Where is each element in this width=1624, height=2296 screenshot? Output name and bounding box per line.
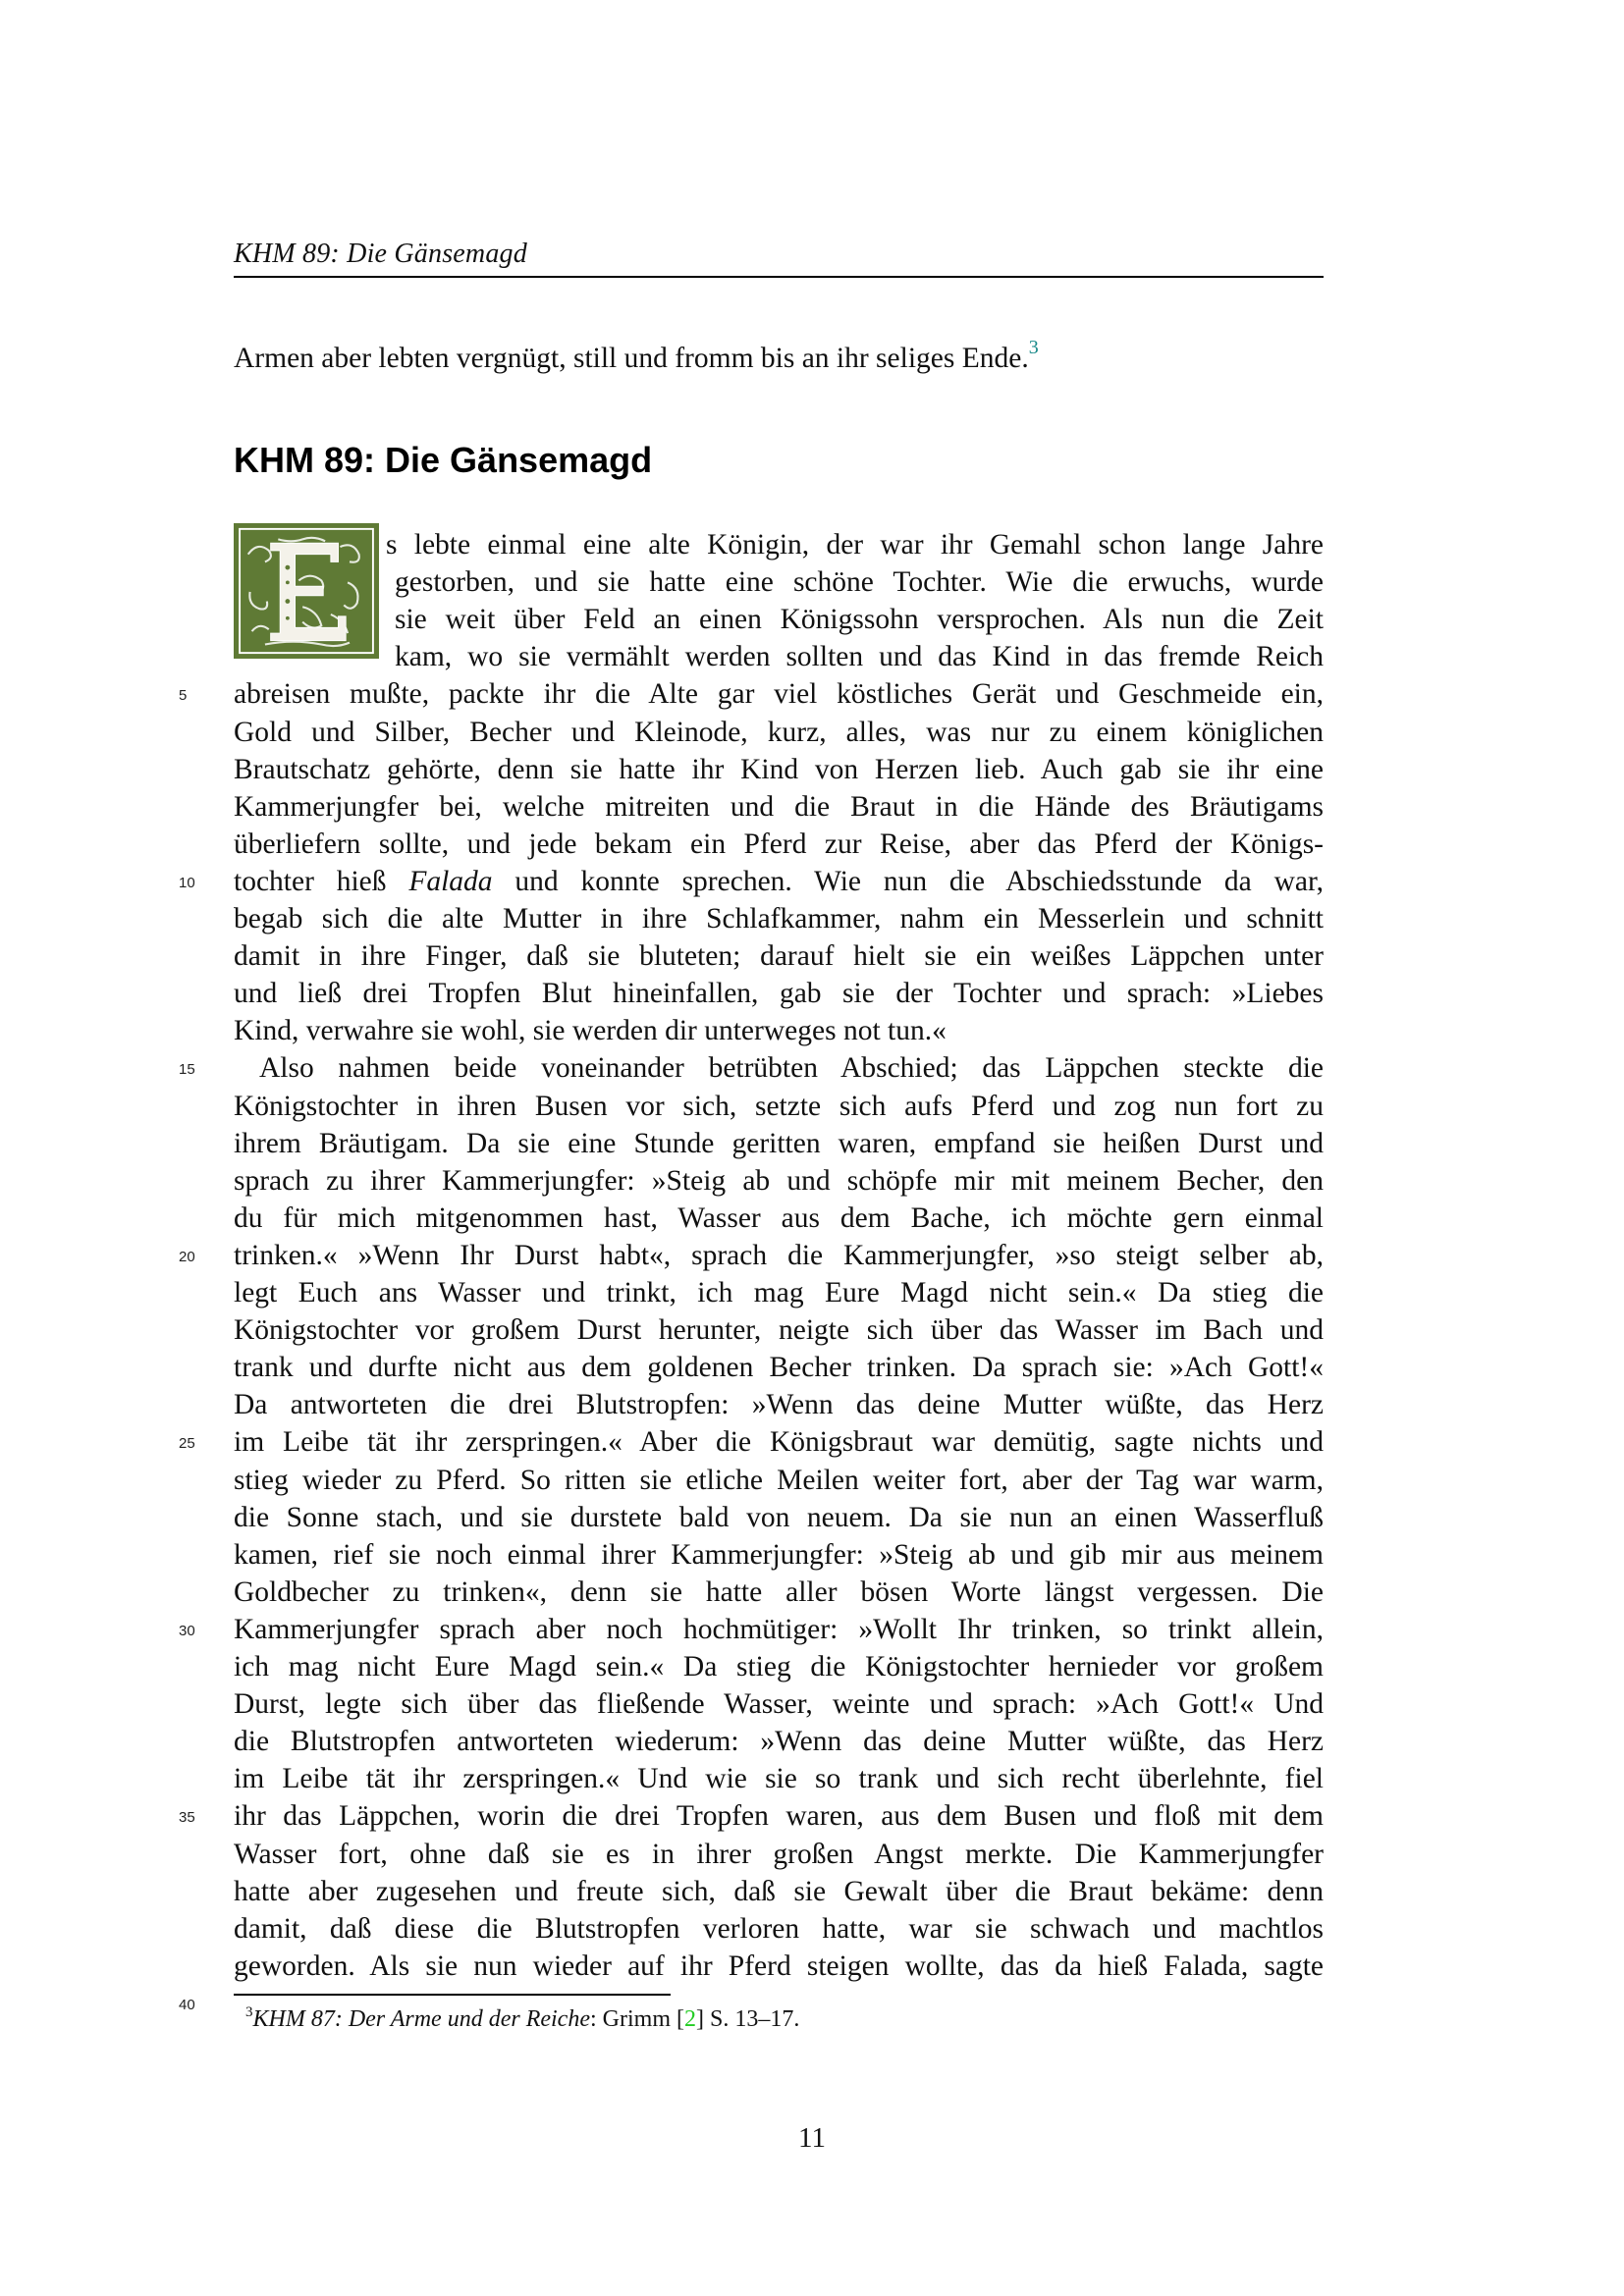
text-line: kam, wo sie vermählt werden sollten und das Kind in das fremde Reich — [395, 641, 1324, 673]
text-line: sprach zu ihrer Kammerjungfer: »Steig ab und schöpfe mir mit meinem Becher, den — [234, 1164, 1324, 1197]
footnote-source-suffix: ] S. 13–17. — [695, 2006, 800, 2032]
text-line: Gold und Silber, Becher und Kleinode, kurz, alles, was nur zu einem königlichen — [234, 716, 1324, 748]
text-line: Kind, verwahre sie wohl, sie werden dir unterweges not tun.« — [234, 1015, 947, 1047]
text-line: damit in ihre Finger, daß sie bluteten; darauf hielt sie ein weißes Läppchen unter — [234, 940, 1324, 973]
text-line: Königstochter in ihren Busen vor sich, setzte sich aufs Pferd und zog nun fort zu — [234, 1090, 1324, 1122]
text-line: im Leibe tät ihr zerspringen.« Und wie sie so trank und sich recht überlehnte, fiel — [234, 1763, 1324, 1795]
text-line: geworden. Als sie nun wieder auf ihr Pferd steigen wollte, das da hieß Falada, sagte — [234, 1949, 1324, 1982]
line-number: 20 — [179, 1248, 195, 1265]
footnote-marker[interactable]: 3 — [1028, 337, 1039, 358]
text-line: Kammerjungfer sprach aber noch hochmütiger: »Wollt Ihr trinken, so trinkt allein, — [234, 1613, 1324, 1645]
text-line: die Sonne stach, und sie durstete bald von neuem. Da sie nun an einen Wasserfluß — [234, 1501, 1324, 1533]
line-number: 30 — [179, 1622, 195, 1639]
text-line: trank und durfte nicht aus dem goldenen Becher trinken. Da sprach sie: »Ach Gott!« — [234, 1352, 1324, 1384]
footnote — [245, 2004, 799, 2033]
text-line: damit, daß diese die Blutstropfen verloren hatte, war sie schwach und machtlos — [234, 1912, 1324, 1945]
text-line: Königstochter vor großem Durst herunter, neigte sich über das Wasser im Bach und — [234, 1314, 1324, 1347]
line-number: 10 — [179, 874, 195, 891]
header-rule — [234, 276, 1324, 278]
text-line: abreisen mußte, packte ihr die Alte gar viel köstliches Gerät und Geschmeide ein, — [234, 678, 1324, 711]
text-run: tochter hieß — [234, 865, 409, 897]
text-line: Brautschatz gehörte, denn sie hatte ihr Kind von Herzen lieb. Auch gab sie ihr eine — [234, 753, 1324, 785]
line-number: 15 — [179, 1061, 195, 1079]
page-number: 11 — [798, 2122, 826, 2154]
text-line: sie weit über Feld an einen Königssohn versprochen. Als nun die Zeit — [395, 604, 1324, 636]
text-line: die Blutstropfen antworteten wiederum: »Wenn das deine Mutter wüßte, das Herz — [234, 1726, 1324, 1758]
text-line: ihr das Läppchen, worin die drei Tropfen waren, aus dem Busen und floß mit dem — [234, 1800, 1324, 1833]
text-line: du für mich mitgenommen hast, Wasser aus dem Bache, ich möchte gern einmal — [234, 1201, 1324, 1234]
text-line: begab sich die alte Mutter in ihre Schlafkammer, nahm ein Messerlein und schnitt — [234, 903, 1324, 934]
footnote-rule — [234, 1994, 671, 1996]
footnote-title: KHM 87: Der Arme und der Reiche — [252, 2006, 590, 2032]
section-title: KHM 89: Die Gänsemagd — [234, 440, 653, 480]
text-line: im Leibe tät ihr zerspringen.« Aber die Königsbraut war demütig, sagte nichts und — [234, 1426, 1324, 1459]
text-run: und konnte sprechen. Wie nun die Abschiedsstunde da war, — [492, 865, 1324, 897]
text-line: Wasser fort, ohne daß sie es in ihrer großen Angst merkte. Die Kammerjungfer — [234, 1838, 1324, 1870]
text-line: Goldbecher zu trinken«, denn sie hatte aller bösen Worte längst vergessen. Die — [234, 1575, 1324, 1608]
previous-story-last-line — [234, 329, 1324, 377]
italic-name: Falada — [408, 865, 493, 897]
text-line: ich mag nicht Eure Magd sein.« Da stieg die Königstochter hernieder vor großem — [234, 1651, 1324, 1682]
citation-link[interactable]: 2 — [683, 2006, 696, 2032]
text-line: s lebte einmal eine alte Königin, der war ihr Gemahl schon lange Jahre — [386, 529, 1324, 561]
text-line: Da antworteten die drei Blutstropfen: »Wenn das deine Mutter wüßte, das Herz — [234, 1389, 1324, 1421]
dropcap-initial — [234, 523, 379, 659]
text-line: Durst, legte sich über das fließende Wasser, weinte und sprach: »Ach Gott!« Und — [234, 1688, 1324, 1721]
running-head: KHM 89: Die Gänsemagd — [234, 239, 527, 269]
footnote-source-prefix: : Grimm [ — [589, 2006, 684, 2032]
text-line: ihrem Bräutigam. Da sie eine Stunde geritten waren, empfand sie heißen Durst und — [234, 1127, 1324, 1159]
text-line: trinken.« »Wenn Ihr Durst habt«, sprach die Kammerjungfer, »so steigt selber ab, — [234, 1239, 1324, 1271]
text-line: und ließ drei Tropfen Blut hineinfallen, gab sie der Tochter und sprach: »Liebes — [234, 978, 1324, 1010]
text-line: stieg wieder zu Pferd. So ritten sie etliche Meilen weiter fort, aber der Tag war warm, — [234, 1464, 1324, 1496]
text-line: Kammerjungfer bei, welche mitreiten und die Braut in die Hände des Bräutigams — [234, 790, 1324, 823]
footnote-number: 3 — [245, 2004, 253, 2020]
text-line: hatte aber zugesehen und freute sich, daß sie Gewalt über die Braut bekäme: denn — [234, 1875, 1324, 1907]
text-line: Also nahmen beide voneinander betrübten Abschied; das Läppchen steckte die — [259, 1052, 1324, 1085]
text-line: kamen, rief sie noch einmal ihrer Kammerjungfer: »Steig ab und gib mir aus meinem — [234, 1538, 1324, 1571]
text-line: gestorben, und sie hatte eine schöne Tochter. Wie die erwuchs, wurde — [395, 566, 1324, 599]
line-number: 40 — [179, 1996, 195, 2013]
text-line: legt Euch ans Wasser und trinkt, ich mag Eure Magd nicht sein.« Da stieg die — [234, 1277, 1324, 1308]
text-line — [234, 863, 1324, 900]
line-number: 35 — [179, 1809, 195, 1827]
text-line: überliefern sollte, und jede bekam ein Pferd zur Reise, aber das Pferd der Königs- — [234, 828, 1324, 860]
line-number: 25 — [179, 1435, 195, 1453]
previous-story-text: Armen aber lebten vergnügt, still und fromm bis an ihr seliges Ende. — [234, 343, 1029, 374]
line-number: 5 — [179, 687, 188, 705]
ornate-initial-e-icon — [237, 526, 376, 656]
